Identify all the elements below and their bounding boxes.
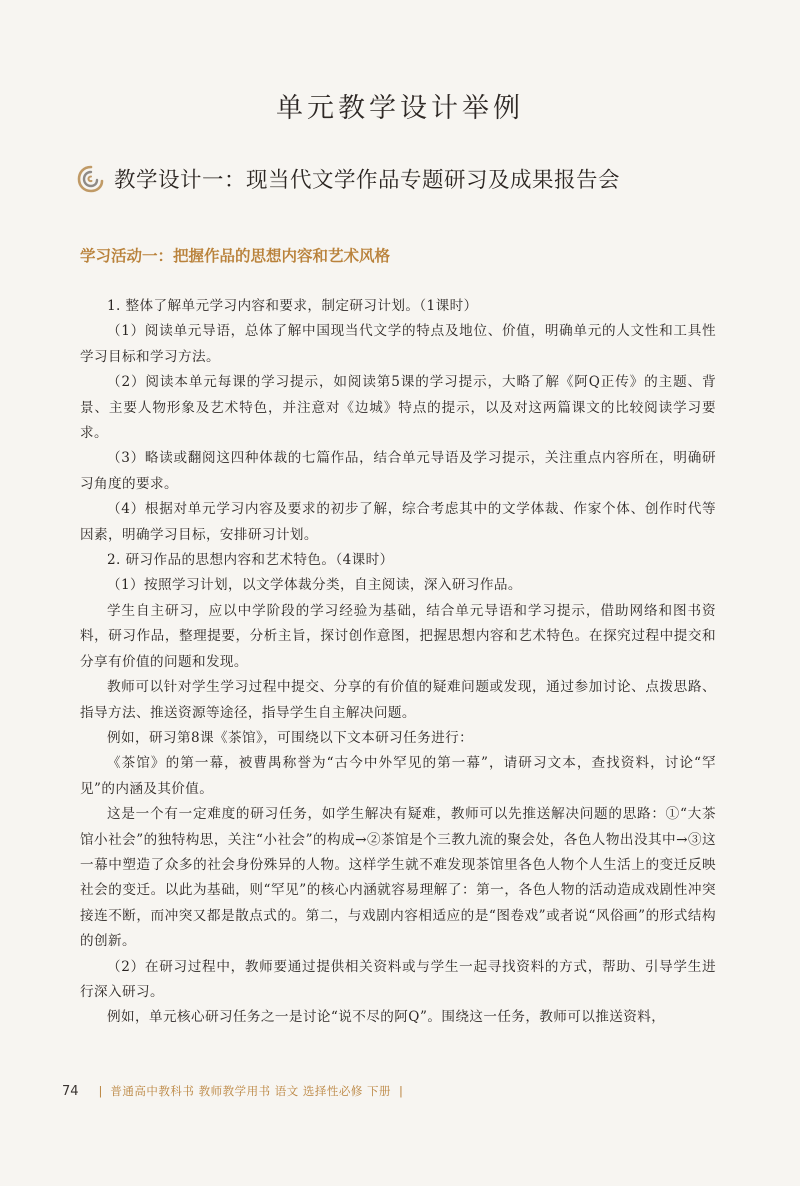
paragraph: 学生自主研习，应以中学阶段的学习经验为基础，结合单元导语和学习提示，借助网络和图书资料，研习作品，整理提要，分析主旨，探讨创作意图，把握思想内容和艺术特色。在探究过程中提交和分享有价值的问题和发现。	[80, 602, 716, 670]
paragraph: 2. 研习作品的思想内容和艺术特色。（4课时）	[107, 552, 394, 569]
paragraph: 例如，单元核心研习任务之一是讨论“说不尽的阿Q”。围绕这一任务，教师可以推送资料，	[107, 1009, 666, 1026]
swirl-icon	[76, 164, 106, 194]
paragraph: 这是一个有一定难度的研习任务，如学生解决有疑难，教师可以先推送解决问题的思路：①“大茶馆小社会”的独特构思，关注“小社会”的构成→②茶馆是个三教九流的聚会处，各色人物出没其中→③这一幕中塑造了众多的社会身份殊异的人物。这样学生就不难发现茶馆里各色人物个人生活上的变迁反映社会的变迁。以此为基础，则“罕见”的核心内涵就容易理解了：第一，各色人物的活动造成戏剧性冲突接连不断，而冲突又都是散点式的。第二，与戏剧内容相适应的是“图卷戏”或者说“风俗画”的形式结构的创新。	[80, 806, 716, 950]
paragraph: （2）阅读本单元每课的学习提示，如阅读第5课的学习提示，大略了解《阿Q正传》的主题、背景、主要人物形象及艺术特色，并注意对《边城》特点的提示，以及对这两篇课文的比较阅读学习要求。	[80, 374, 716, 442]
activity-heading: 学习活动一：把握作品的思想内容和艺术风格	[80, 247, 391, 265]
section-heading-text: 教学设计一：现当代文学作品专题研习及成果报告会	[114, 168, 621, 193]
footer-book-title: 普通高中教科书 教师教学用书 语文 选择性必修 下册	[110, 1084, 392, 1098]
paragraph: （1）阅读单元导语，总体了解中国现当代文学的特点及地位、价值，明确单元的人文性和工具性学习目标和学习方法。	[80, 323, 716, 365]
paragraph: 1. 整体了解单元学习内容和要求，制定研习计划。（1课时）	[107, 298, 478, 314]
footer-divider: |	[399, 1084, 403, 1098]
paragraph: （4）根据对单元学习内容及要求的初步了解，综合考虑其中的文学体裁、作家个体、创作时代等因素，明确学习目标，安排研习计划。	[80, 501, 716, 543]
paragraph: 例如，研习第8课《茶馆》，可围绕以下文本研习任务进行：	[107, 729, 474, 746]
paragraph: 教师可以针对学生学习过程中提交、分享的有价值的疑难问题或发现，通过参加讨论、点拨思路、指导方法、推送资源等途径，指导学生自主解决问题。	[80, 679, 716, 721]
paragraph: （2）在研习过程中，教师要通过提供相关资料或与学生一起寻找资料的方式，帮助、引导学生进行深入研习。	[80, 958, 716, 1000]
section-heading	[76, 163, 620, 194]
page-title: 单元教学设计举例	[276, 93, 524, 124]
body-text	[80, 294, 716, 1031]
page-footer	[62, 1083, 411, 1099]
paragraph: （1）按照学习计划，以文学体裁分类，自主阅读，深入研习作品。	[107, 577, 522, 594]
paragraph: （3）略读或翻阅这四种体裁的七篇作品，结合单元导语及学习提示，关注重点内容所在，明确研习角度的要求。	[80, 450, 716, 492]
page-number: 74	[62, 1083, 79, 1099]
paragraph: 《茶馆》的第一幕，被曹禺称誉为“古今中外罕见的第一幕”，请研习文本，查找资料，讨论“罕见”的内涵及其价值。	[80, 755, 716, 797]
footer-divider: |	[98, 1084, 103, 1098]
